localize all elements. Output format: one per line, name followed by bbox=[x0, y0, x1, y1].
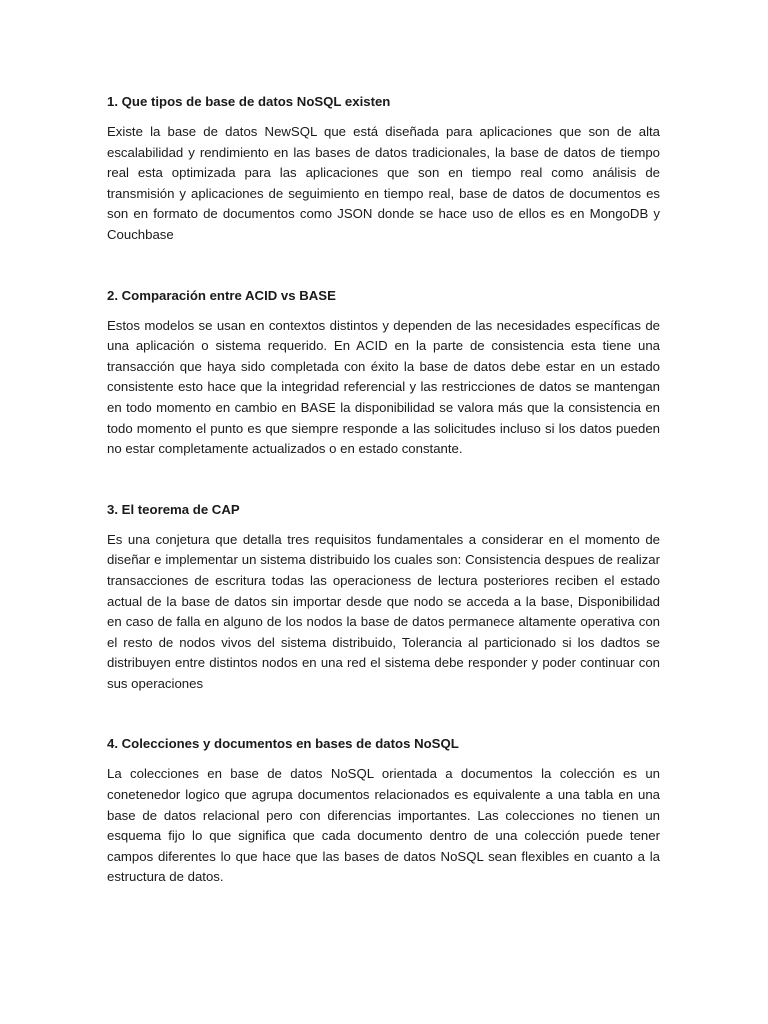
section-heading: 4. Colecciones y documentos en bases de datos NoSQL bbox=[107, 736, 459, 752]
section-paragraph: Es una conjetura que detalla tres requisitos fundamentales a considerar en el momento de diseñar e implementar un sistema distribuido los cuales son: Consistencia despues de realizar transacciones de escritura todas las operacioness de lectura posteriores reciben el estado actual de la base de datos sin importar desde que nodo se acceda a la base, Disponibilidad en caso de falla en alguno de los nodos la base de datos permanece altamente operativa con el resto de nodos vivos del sistema distribuido, Tolerancia al particionado si los dadtos se distribuyen entre distintos nodos en una red el sistema debe responder y poder continuar con sus operaciones bbox=[107, 531, 660, 691]
section-acid-vs-base bbox=[107, 286, 660, 460]
section-collections-documents bbox=[107, 734, 660, 888]
section-nosql-types bbox=[107, 92, 660, 246]
section-cap-theorem bbox=[107, 500, 660, 695]
section-paragraph: La colecciones en base de datos NoSQL orientada a documentos la colección es un conetenedor logico que agrupa documentos relacionados es equivalente a una tabla en una base de datos relacional pero con diferencias importantes. Las colecciones no tienen un esquema fijo lo que significa que cada documento dentro de una colección puede tener campos diferentes lo que hace que las bases de datos NoSQL sean flexibles en cuanto a la estructura de datos. bbox=[107, 766, 660, 885]
section-heading: 2. Comparación entre ACID vs BASE bbox=[107, 287, 336, 303]
section-paragraph: Existe la base de datos NewSQL que está diseñada para aplicaciones que son de alta escalabilidad y rendimiento en las bases de datos tradicionales, la base de datos de tiempo real esta optimizada para las aplicaciones que son en tiempo real como análisis de transmisión y aplicaciones de seguimiento en tiempo real, base de datos de documentos es son en formato de documentos como JSON donde se hace uso de ellos es en MongoDB y Couchbase bbox=[107, 124, 660, 242]
section-heading: 1. Que tipos de base de datos NoSQL existen bbox=[107, 94, 391, 109]
section-paragraph: Estos modelos se usan en contextos distintos y dependen de las necesidades específicas de una aplicación o sistema requerido. En ACID en la parte de consistencia esta tiene una transacción que haya sido completada con éxito la base de datos debe estar en un estado consistente esto hace que la integridad referencial y las restricciones de datos se mantengan en todo momento en cambio en BASE la disponibilidad se valora más que la consistencia en todo momento el punto es que siempre responde a las solicitudes incluso si los datos pueden no estar completamente actualizados o en estado constante. bbox=[107, 317, 660, 457]
section-heading: 3. El teorema de CAP bbox=[107, 501, 240, 517]
document-page bbox=[107, 92, 660, 888]
